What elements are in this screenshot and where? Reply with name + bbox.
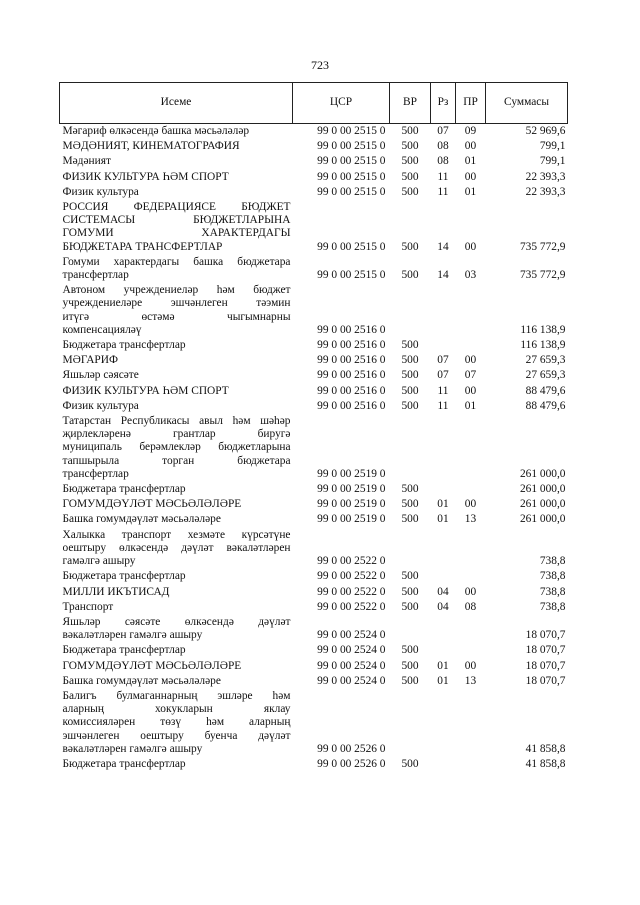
row-rz	[431, 528, 456, 570]
row-name-line: муниципаль берәмлекләр бюджетларына	[62, 441, 291, 454]
row-pr	[456, 757, 486, 772]
row-pr	[456, 338, 486, 353]
row-csr: 99 0 00 2522 0	[317, 570, 386, 583]
row-rz: 04	[437, 600, 449, 613]
row-name-line: МӘДӘНИЯТ, КИНЕМАТОГРАФИЯ	[62, 140, 240, 153]
row-name-line: Бюджетара трансфертлар	[62, 339, 186, 352]
row-pr: 07	[464, 369, 477, 382]
table-row	[60, 170, 568, 185]
row-name-line: комиссияләрен төзү һәм аларның	[62, 716, 291, 729]
row-vr: 500	[401, 339, 419, 352]
row-name	[60, 124, 293, 140]
row-rz: 01	[437, 498, 449, 511]
row-vr: 500	[401, 155, 419, 168]
header-sum: Суммасы	[486, 83, 568, 124]
row-sum: 88 479,6	[525, 384, 566, 397]
table-row	[60, 585, 568, 600]
row-vr: 500	[401, 757, 419, 770]
row-csr: 99 0 00 2516 0	[317, 384, 386, 397]
row-sum: 738,8	[539, 585, 566, 598]
row-vr: 500	[401, 140, 419, 153]
row-vr: 500	[401, 498, 419, 511]
row-rz: 08	[437, 140, 449, 153]
row-csr: 99 0 00 2524 0	[317, 659, 386, 672]
row-name-line: Бюджетара трансфертлар	[62, 644, 186, 657]
row-pr: 13	[464, 674, 477, 687]
row-name	[60, 569, 293, 584]
row-pr: 00	[464, 498, 477, 511]
row-name-line: вәкаләтләрен гамәлгә ашыру	[62, 629, 203, 642]
row-vr: 500	[401, 600, 419, 613]
row-name-line: Яшьләр сәясәте өлкәсендә дәүләт	[62, 615, 291, 628]
row-name-line: БЮДЖЕТАРА ТРАНСФЕРТЛАР	[62, 240, 223, 253]
row-name	[60, 674, 293, 689]
row-name-line: оештыру өлкәсендә дәүләт вәкаләтләрен	[62, 541, 291, 554]
row-name	[60, 170, 293, 185]
page-number: 723	[311, 58, 329, 72]
row-pr	[456, 569, 486, 584]
row-csr: 99 0 00 2515 0	[317, 140, 386, 153]
row-name-line: Балигъ булмаганнарның эшләре һәм	[62, 689, 291, 702]
row-sum: 27 659,3	[525, 369, 566, 382]
row-name	[60, 384, 293, 399]
row-csr: 99 0 00 2516 0	[317, 399, 386, 412]
header-name: Исеме	[60, 83, 293, 124]
row-rz	[431, 689, 456, 757]
row-rz: 14	[437, 269, 449, 282]
row-name-line: СИСТЕМАСЫ БЮДЖЕТЛАРЫНА	[62, 214, 291, 227]
row-name	[60, 497, 293, 512]
row-rz: 07	[437, 369, 449, 382]
row-sum: 116 138,9	[520, 339, 566, 352]
row-name-line: Гомуми характердагы башка бюджетара	[62, 255, 291, 268]
row-csr: 99 0 00 2515 0	[317, 185, 386, 198]
row-name-line: ГОМУМИ ХАРАКТЕРДАГЫ	[62, 227, 291, 240]
row-csr: 99 0 00 2515 0	[317, 269, 386, 282]
row-sum: 799,1	[539, 140, 566, 153]
row-name	[60, 757, 293, 772]
row-name-line: Мәгариф өлкәсендә башка мәсьәләләр	[62, 125, 250, 137]
table-body	[60, 124, 568, 773]
row-vr	[390, 414, 431, 482]
row-rz: 11	[437, 170, 449, 183]
row-pr: 01	[464, 399, 477, 412]
row-name-line: Физик культура	[62, 185, 139, 198]
row-pr: 13	[464, 513, 477, 526]
table-row	[60, 338, 568, 353]
row-name-line: компенсацияләү	[62, 323, 142, 336]
row-pr	[456, 528, 486, 570]
row-sum: 18 070,7	[525, 659, 566, 672]
table-row	[60, 384, 568, 399]
row-pr: 00	[464, 384, 477, 397]
row-pr: 08	[464, 600, 477, 613]
row-name	[60, 482, 293, 497]
row-name-line: аларның хокукларын яклау	[62, 703, 291, 716]
row-csr: 99 0 00 2524 0	[317, 629, 386, 642]
row-pr	[456, 689, 486, 757]
row-name	[60, 585, 293, 600]
row-name-line: Татарстан Республикасы авыл һәм шәһәр	[62, 415, 291, 428]
row-pr: 00	[464, 354, 477, 367]
row-name	[60, 512, 293, 527]
row-name-line: трансфертлар	[62, 269, 129, 282]
table-row	[60, 512, 568, 527]
row-sum: 18 070,7	[525, 629, 566, 642]
row-vr: 500	[401, 513, 419, 526]
row-sum: 261 000,0	[519, 467, 566, 480]
row-pr: 00	[464, 240, 477, 253]
table-row	[60, 615, 568, 643]
row-csr: 99 0 00 2519 0	[317, 483, 386, 496]
row-sum: 738,8	[539, 570, 566, 583]
row-pr	[456, 615, 486, 643]
table-row	[60, 353, 568, 368]
row-rz: 11	[437, 384, 449, 397]
row-sum: 735 772,9	[519, 240, 566, 253]
row-name-line: МИЛЛИ ИКЪТИСАД	[62, 585, 170, 598]
row-csr: 99 0 00 2522 0	[317, 585, 386, 598]
row-csr: 99 0 00 2519 0	[317, 467, 386, 480]
row-pr: 01	[464, 155, 477, 168]
row-name-line: Халыкка транспорт хезмәте күрсәтүне	[62, 528, 291, 541]
row-name	[60, 659, 293, 674]
row-csr: 99 0 00 2519 0	[317, 513, 386, 526]
row-csr: 99 0 00 2516 0	[317, 323, 386, 336]
row-rz: 01	[437, 674, 449, 687]
row-vr: 500	[401, 644, 419, 657]
table-row	[60, 757, 568, 772]
row-name	[60, 154, 293, 169]
row-rz: 11	[437, 185, 449, 198]
row-csr: 99 0 00 2516 0	[317, 369, 386, 382]
row-sum: 41 858,8	[525, 742, 566, 755]
row-pr	[456, 283, 486, 338]
row-pr: 00	[464, 170, 477, 183]
row-sum: 261 000,0	[519, 498, 566, 511]
row-rz	[431, 283, 456, 338]
row-vr	[390, 283, 431, 338]
row-sum: 52 969,6	[525, 125, 566, 137]
row-pr	[456, 482, 486, 497]
row-name	[60, 643, 293, 658]
row-name	[60, 689, 293, 757]
row-pr: 03	[464, 269, 477, 282]
header-vr: ВР	[390, 83, 431, 124]
row-sum: 735 772,9	[519, 269, 566, 282]
row-csr: 99 0 00 2516 0	[317, 339, 386, 352]
table-row	[60, 124, 568, 140]
row-name	[60, 399, 293, 414]
row-pr: 00	[464, 659, 477, 672]
header-csr: ЦСР	[293, 83, 390, 124]
row-name	[60, 600, 293, 615]
row-name-line: вәкаләтләрен гамәлгә ашыру	[62, 742, 203, 755]
row-name-line: трансфертлар	[62, 467, 129, 480]
table-row	[60, 139, 568, 154]
row-vr: 500	[401, 369, 419, 382]
table-row	[60, 643, 568, 658]
budget-table	[59, 82, 568, 772]
row-sum: 27 659,3	[525, 354, 566, 367]
table-row	[60, 674, 568, 689]
row-csr: 99 0 00 2515 0	[317, 155, 386, 168]
row-name	[60, 283, 293, 338]
row-name-line: Автоном учреждениеләр һәм бюджет	[62, 284, 291, 297]
table-row	[60, 154, 568, 169]
row-name-line: Башка гомумдәүләт мәсьәләләре	[62, 513, 221, 526]
table-row	[60, 399, 568, 414]
row-sum: 22 393,3	[525, 185, 566, 198]
row-rz	[431, 757, 456, 772]
row-csr: 99 0 00 2515 0	[317, 240, 386, 253]
row-name-line: тапшырыла торган бюджетара	[62, 454, 291, 467]
row-sum: 261 000,0	[519, 483, 566, 496]
table-row	[60, 659, 568, 674]
row-csr: 99 0 00 2515 0	[317, 125, 386, 137]
row-vr: 500	[401, 185, 419, 198]
row-vr: 500	[401, 125, 419, 137]
row-name-line: учреждениеләре эшчәнлеген тәэмин	[62, 297, 291, 310]
row-name-line: итүгә өстәмә чыгымнарны	[62, 310, 291, 323]
row-rz	[431, 338, 456, 353]
row-name-line: ФИЗИК КУЛЬТУРА ҺӘМ СПОРТ	[62, 170, 229, 183]
row-vr	[390, 528, 431, 570]
row-rz	[431, 414, 456, 482]
table-row	[60, 255, 568, 283]
table-row	[60, 689, 568, 757]
table-row	[60, 368, 568, 383]
row-rz: 11	[437, 399, 449, 412]
row-sum: 18 070,7	[525, 644, 566, 657]
row-name	[60, 185, 293, 200]
row-name	[60, 200, 293, 255]
row-name-line: Транспорт	[62, 600, 114, 613]
row-rz: 07	[437, 354, 449, 367]
row-csr: 99 0 00 2526 0	[317, 742, 386, 755]
row-name-line: Яшьләр сәясәте	[62, 369, 139, 382]
row-sum: 261 000,0	[519, 513, 566, 526]
row-pr	[456, 643, 486, 658]
row-sum: 22 393,3	[525, 170, 566, 183]
row-sum: 738,8	[539, 555, 566, 568]
row-sum: 88 479,6	[525, 399, 566, 412]
table-row	[60, 569, 568, 584]
table-row	[60, 185, 568, 200]
table-row	[60, 528, 568, 570]
row-pr: 01	[464, 185, 477, 198]
row-vr: 500	[401, 240, 419, 253]
row-name-line: эшчәнлеген оештыру буенча дәүләт	[62, 729, 291, 742]
row-rz: 07	[437, 125, 449, 137]
row-vr: 500	[401, 354, 419, 367]
row-name	[60, 615, 293, 643]
row-csr: 99 0 00 2526 0	[317, 757, 386, 770]
table-row	[60, 482, 568, 497]
row-csr: 99 0 00 2524 0	[317, 674, 386, 687]
row-vr: 500	[401, 674, 419, 687]
table-row	[60, 414, 568, 482]
row-csr: 99 0 00 2519 0	[317, 498, 386, 511]
row-vr	[390, 615, 431, 643]
row-name	[60, 414, 293, 482]
row-rz: 01	[437, 513, 449, 526]
row-rz	[431, 615, 456, 643]
row-vr: 500	[401, 384, 419, 397]
row-name-line: Башка гомумдәүләт мәсьәләләре	[62, 674, 221, 687]
row-rz	[431, 482, 456, 497]
row-rz: 14	[437, 240, 449, 253]
row-rz	[431, 569, 456, 584]
row-sum: 738,8	[539, 600, 566, 613]
row-name	[60, 353, 293, 368]
row-csr: 99 0 00 2522 0	[317, 555, 386, 568]
row-vr: 500	[401, 483, 419, 496]
row-vr: 500	[401, 659, 419, 672]
row-name-line: гамәлгә ашыру	[62, 555, 136, 568]
row-name	[60, 368, 293, 383]
table-row	[60, 200, 568, 255]
header-rz: Рз	[431, 83, 456, 124]
row-name-line: Бюджетара трансфертлар	[62, 757, 186, 770]
header-pr: ПР	[456, 83, 486, 124]
table-row	[60, 497, 568, 512]
row-vr: 500	[401, 585, 419, 598]
row-vr: 500	[401, 170, 419, 183]
row-sum: 799,1	[539, 155, 566, 168]
table-row	[60, 600, 568, 615]
row-vr: 500	[401, 570, 419, 583]
row-name-line: Бюджетара трансфертлар	[62, 570, 186, 583]
table-header-row	[60, 83, 568, 124]
row-name-line: МӘГАРИФ	[62, 354, 118, 367]
row-name	[60, 139, 293, 154]
row-name-line: ГОМУМДӘҮЛӘТ МӘСЬӘЛӘЛӘРЕ	[62, 498, 242, 511]
row-pr: 09	[464, 125, 477, 137]
row-csr: 99 0 00 2516 0	[317, 354, 386, 367]
row-name-line: ГОМУМДӘҮЛӘТ МӘСЬӘЛӘЛӘРЕ	[62, 659, 242, 672]
row-name-line: Мәдәният	[62, 155, 111, 168]
row-name	[60, 338, 293, 353]
row-rz	[431, 643, 456, 658]
row-vr: 500	[401, 269, 419, 282]
row-sum: 18 070,7	[525, 674, 566, 687]
row-vr	[390, 689, 431, 757]
table-row	[60, 283, 568, 338]
row-name	[60, 255, 293, 283]
row-pr: 00	[464, 585, 477, 598]
row-name-line: Бюджетара трансфертлар	[62, 483, 186, 496]
row-csr: 99 0 00 2524 0	[317, 644, 386, 657]
row-name-line: ФИЗИК КУЛЬТУРА ҺӘМ СПОРТ	[62, 384, 229, 397]
row-csr: 99 0 00 2522 0	[317, 600, 386, 613]
row-name-line: РОССИЯ ФЕДЕРАЦИЯСЕ БЮДЖЕТ	[62, 201, 291, 214]
row-name-line: Физик культура	[62, 399, 139, 412]
row-pr: 00	[464, 140, 477, 153]
row-name	[60, 528, 293, 570]
row-sum: 116 138,9	[520, 323, 566, 336]
row-csr: 99 0 00 2515 0	[317, 170, 386, 183]
row-vr: 500	[401, 399, 419, 412]
row-rz: 04	[437, 585, 449, 598]
row-name-line: җирлекләренә грантлар биругә	[62, 428, 291, 441]
row-rz: 01	[437, 659, 449, 672]
row-sum: 41 858,8	[525, 757, 566, 770]
row-pr	[456, 414, 486, 482]
row-rz: 08	[437, 155, 449, 168]
